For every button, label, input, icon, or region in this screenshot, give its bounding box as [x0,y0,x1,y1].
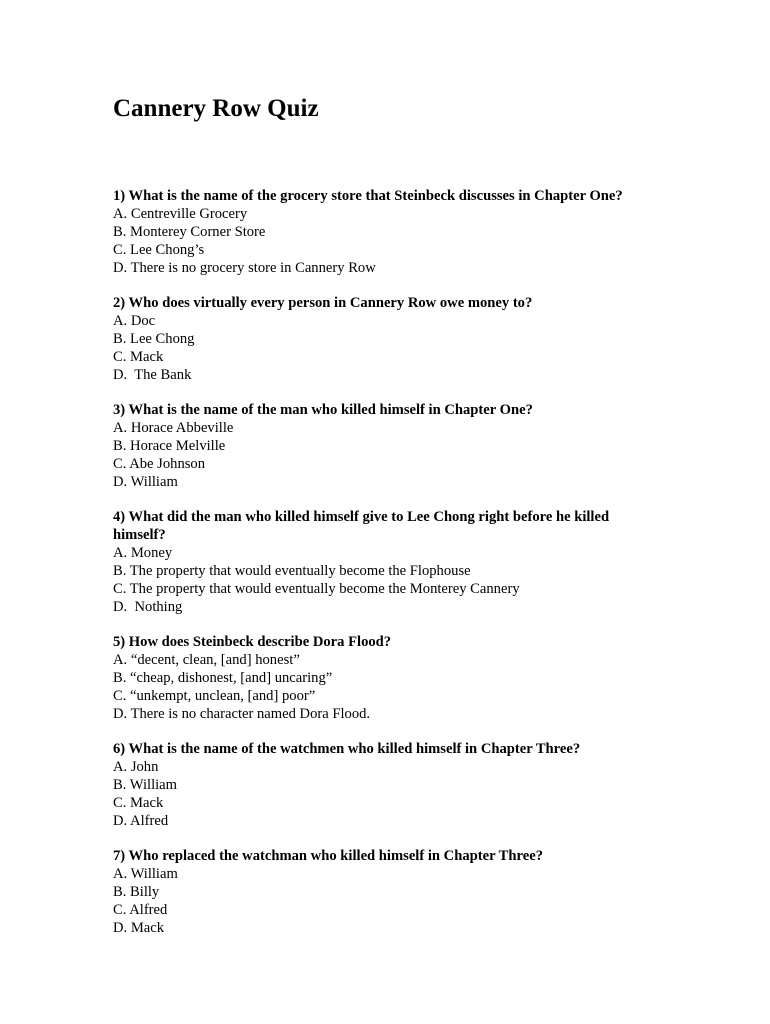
answer-option-c: C. Abe Johnson [113,456,206,472]
answer-option-a: A. Horace Abbeville [113,420,234,436]
question-6 [113,740,653,830]
question-4 [113,508,653,616]
question-text: 5) How does Steinbeck describe Dora Flood? [113,634,392,650]
answer-option-d: D. There is no grocery store in Cannery Row [113,260,376,276]
answer-option-c: C. Lee Chong’s [113,242,205,258]
question-2 [113,294,653,384]
question-text: 1) What is the name of the grocery store that Steinbeck discusses in Chapter One? [113,188,623,204]
answer-option-a: A. Centreville Grocery [113,206,248,222]
question-3 [113,401,653,491]
question-text: 4) What did the man who killed himself give to Lee Chong right before he killed himself? [113,509,610,543]
answer-option-c: C. Mack [113,349,164,365]
answer-option-c: C. Alfred [113,902,168,918]
answer-option-b: B. Billy [113,884,160,900]
question-text: 3) What is the name of the man who killed himself in Chapter One? [113,402,533,418]
answer-option-a: A. John [113,759,159,775]
question-5 [113,633,653,723]
answer-option-d: D. William [113,474,178,490]
question-text: 2) Who does virtually every person in Cannery Row owe money to? [113,295,533,311]
answer-option-a: A. Money [113,545,173,561]
answer-option-b: B. The property that would eventually become the Flophouse [113,563,471,579]
answer-option-a: A. Doc [113,313,156,329]
question-1 [113,187,653,277]
quiz-page [113,94,653,954]
answer-option-d: D. Alfred [113,813,169,829]
answer-option-b: B. Horace Melville [113,438,226,454]
answer-option-a: A. William [113,866,178,882]
answer-option-c: C. Mack [113,795,164,811]
page-title: Cannery Row Quiz [113,95,319,122]
answer-option-b: B. Lee Chong [113,331,195,347]
answer-option-c: C. The property that would eventually become the Monterey Cannery [113,581,520,597]
answer-option-c: C. “unkempt, unclean, [and] poor” [113,688,316,704]
answer-option-d: D. Mack [113,920,165,936]
answer-option-a: A. “decent, clean, [and] honest” [113,652,300,668]
question-text: 6) What is the name of the watchmen who killed himself in Chapter Three? [113,741,581,757]
answer-option-d: D. Nothing [113,599,183,615]
answer-option-d: D. There is no character named Dora Flood. [113,706,371,722]
answer-option-b: B. William [113,777,178,793]
question-7 [113,847,653,937]
answer-option-b: B. “cheap, dishonest, [and] uncaring” [113,670,333,686]
answer-option-d: D. The Bank [113,367,192,383]
question-text: 7) Who replaced the watchman who killed himself in Chapter Three? [113,848,543,864]
answer-option-b: B. Monterey Corner Store [113,224,266,240]
